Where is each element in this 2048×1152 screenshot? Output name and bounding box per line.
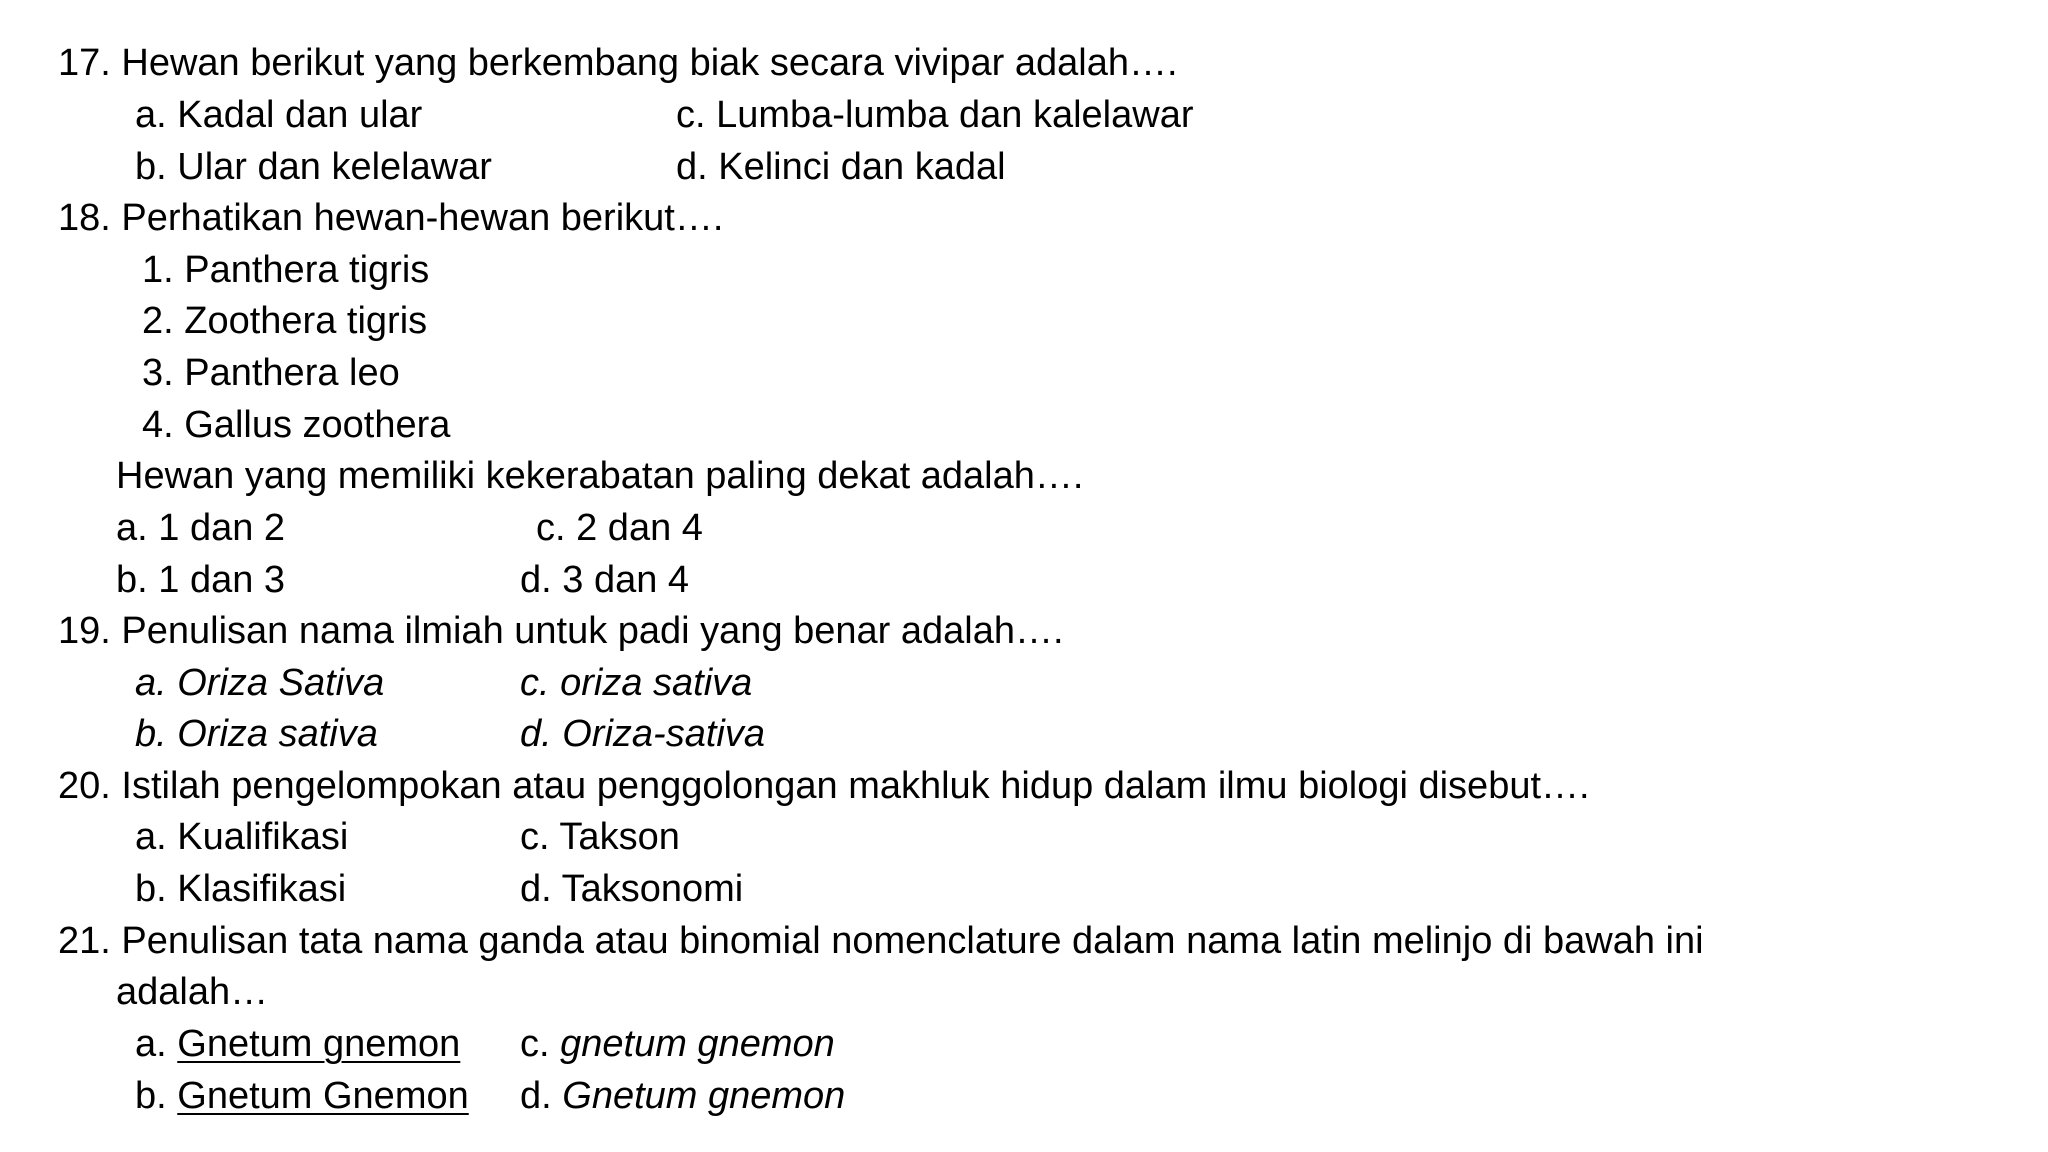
q21-option-a-text: Gnetum gnemon — [177, 1023, 461, 1065]
q21-option-d — [520, 1070, 845, 1122]
q21-option-c — [520, 1018, 835, 1070]
q18-option-c: c. 2 dan 4 — [536, 507, 703, 549]
q21-option-a — [135, 1018, 460, 1070]
q18-prompt: Hewan yang memiliki kekerabatan paling dekat adalah…. — [116, 455, 1084, 497]
q21-stem-line-2: adalah… — [116, 971, 269, 1013]
q21-option-b-text: Gnetum Gnemon — [177, 1075, 469, 1117]
q18-option-b: b. 1 dan 3 — [116, 559, 286, 601]
q21-option-d-text: Gnetum gnemon — [562, 1075, 846, 1117]
q21-option-c-text: gnetum gnemon — [560, 1023, 835, 1065]
q21-option-a-letter: a. — [135, 1023, 167, 1065]
q17-option-b: b. Ular dan kelelawar — [135, 146, 492, 188]
q19-option-b: b. Oriza sativa — [135, 713, 378, 755]
q18-item-3: 3. Panthera leo — [142, 352, 400, 394]
q17-option-c: c. Lumba-lumba dan kalelawar — [676, 94, 1194, 136]
q19-stem: 19. Penulisan nama ilmiah untuk padi yang benar adalah…. — [58, 610, 1064, 652]
q21-option-d-letter: d. — [520, 1075, 552, 1117]
q20-option-a: a. Kualifikasi — [135, 816, 349, 858]
q18-item-4: 4. Gallus zoothera — [142, 404, 451, 446]
q20-option-b: b. Klasifikasi — [135, 868, 347, 910]
q18-stem: 18. Perhatikan hewan-hewan berikut…. — [58, 197, 724, 239]
q17-option-d: d. Kelinci dan kadal — [676, 146, 1006, 188]
q18-option-d: d. 3 dan 4 — [520, 559, 690, 601]
q19-option-a: a. Oriza Sativa — [135, 662, 385, 704]
q19-option-c: c. oriza sativa — [520, 662, 753, 704]
q20-option-c: c. Takson — [520, 816, 680, 858]
q21-option-b-letter: b. — [135, 1075, 167, 1117]
q19-option-d: d. Oriza-sativa — [520, 713, 765, 755]
q20-option-d: d. Taksonomi — [520, 868, 744, 910]
q17-stem: 17. Hewan berikut yang berkembang biak secara vivipar adalah…. — [58, 42, 1178, 84]
q17-option-a: a. Kadal dan ular — [135, 94, 423, 136]
q21-stem-line-1: 21. Penulisan tata nama ganda atau binomial nomenclature dalam nama latin melinjo di bawah ini — [58, 920, 1704, 962]
q18-item-2: 2. Zoothera tigris — [142, 300, 428, 342]
q21-option-c-letter: c. — [520, 1023, 550, 1065]
q21-option-b — [135, 1070, 469, 1122]
q20-stem: 20. Istilah pengelompokan atau penggolongan makhluk hidup dalam ilmu biologi disebut…. — [58, 765, 1590, 807]
q18-option-a: a. 1 dan 2 — [116, 507, 286, 549]
q18-item-1: 1. Panthera tigris — [142, 249, 430, 291]
